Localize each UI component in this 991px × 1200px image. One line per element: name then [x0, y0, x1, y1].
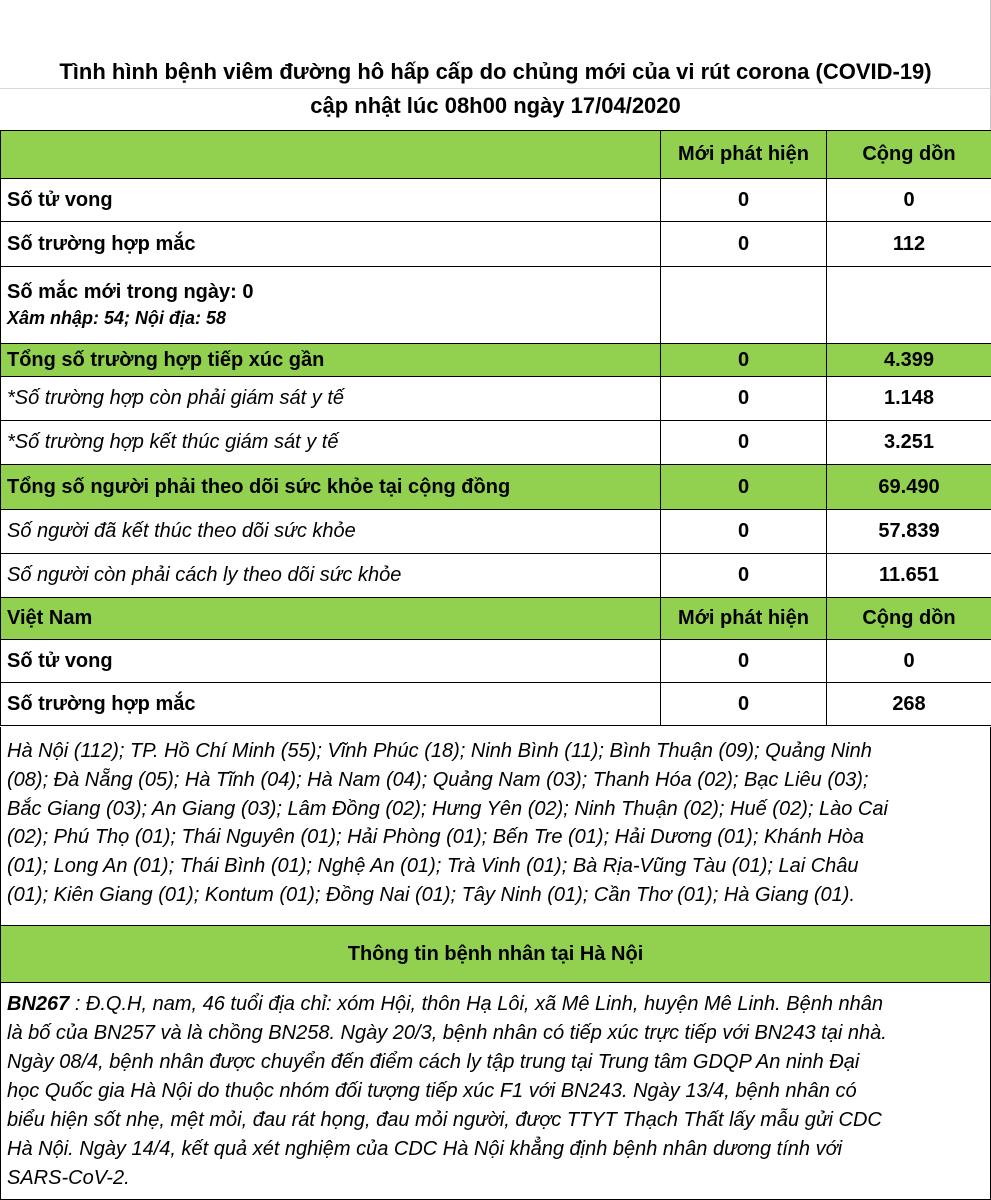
table-row [1, 640, 991, 683]
table-row [1, 344, 991, 377]
report-title: Tình hình bệnh viêm đường hô hấp cấp do chủng mới của vi rút corona (COVID-19) [59, 59, 932, 84]
province-line: (08); Đà Nẵng (05); Hà Tĩnh (04); Hà Nam (04); Quảng Nam (03); Thanh Hóa (02); Bạc Liêu (03); [7, 768, 869, 791]
vn-row-total-deaths: 0 [827, 640, 991, 683]
patient-line [7, 990, 984, 1019]
row-new-community-finished: 0 [661, 510, 827, 554]
patient-line: Hà Nội. Ngày 14/4, kết quả xét nghiệm của CDC Hà Nội khẳng định bệnh nhân dương tính với [7, 1138, 843, 1160]
province-line: Hà Nội (112); TP. Hồ Chí Minh (55); Vĩnh Phúc (18); Ninh Bình (11); Bình Thuận (09); Quảng Ninh [7, 740, 872, 762]
province-line: Bắc Giang (03); An Giang (03); Lâm Đồng (02); Hưng Yên (02); Ninh Thuận (02); Huế (02); Lào Cai [7, 797, 888, 820]
row-new-today-empty-1 [661, 267, 827, 344]
row-new-close-contacts: 0 [661, 344, 827, 377]
row-total-cases: 112 [827, 222, 991, 267]
row-total-community-monitoring: 69.490 [827, 465, 991, 510]
vn-row-total-cases: 268 [827, 683, 991, 726]
row-label-community-finished: Số người đã kết thúc theo dõi sức khỏe [1, 510, 661, 554]
table-header-row [1, 131, 991, 179]
hanoi-patient-header: Thông tin bệnh nhân tại Hà Nội [0, 925, 991, 983]
row-total-close-contacts: 4.399 [827, 344, 991, 377]
row-new-community-monitoring: 0 [661, 465, 827, 510]
table-row [1, 510, 991, 554]
row-total-still-monitored: 1.148 [827, 377, 991, 421]
header-total: Cộng dồn [827, 131, 991, 179]
row-label-community-isolating: Số người còn phải cách ly theo dõi sức khỏe [1, 554, 661, 598]
row-total-community-finished: 57.839 [827, 510, 991, 554]
patient-line: học Quốc gia Hà Nội do thuộc nhóm đối tượng tiếp xúc F1 với BN243. Ngày 13/4, bệnh nhân có [7, 1080, 857, 1102]
row-label-new-today: Số mắc mới trong ngày: 0 [7, 281, 254, 303]
table-row [1, 465, 991, 510]
row-new-finished-monitoring: 0 [661, 421, 827, 465]
header-empty-cell [1, 131, 661, 179]
table-row [1, 179, 991, 222]
row-label-finished-monitoring: *Số trường hợp kết thúc giám sát y tế [1, 421, 661, 465]
province-case-list [0, 727, 991, 925]
province-line: (01); Kiên Giang (01); Kontum (01); Đồng Nai (01); Tây Ninh (01); Cần Thơ (01); Hà Giang (01). [7, 883, 855, 906]
patient-line: là bố của BN257 và là chồng BN258. Ngày 20/3, bệnh nhân có tiếp xúc trực tiếp với BN243 tại nhà. [7, 1022, 887, 1044]
patient-line: biểu hiện sốt nhẹ, mệt mỏi, đau rát họng, đau mỏi người, được TTYT Thạch Thất lấy mẫu gửi CDC [7, 1109, 882, 1131]
row-new-today-empty-2 [827, 267, 991, 344]
row-new-deaths: 0 [661, 179, 827, 222]
vietnam-label: Việt Nam [1, 598, 661, 640]
title-divider [0, 88, 991, 89]
province-line: (01); Long An (01); Thái Bình (01); Nghệ An (01); Trà Vinh (01); Bà Rịa-Vũng Tàu (01); Lai Châu [7, 855, 859, 878]
row-new-cases: 0 [661, 222, 827, 267]
row-new-today-cell [1, 267, 661, 344]
patient-text: : Đ.Q.H, nam, 46 tuổi địa chỉ: xóm Hội, thôn Hạ Lôi, xã Mê Linh, huyện Mê Linh. Bệnh nhân [69, 993, 884, 1015]
table-row [1, 377, 991, 421]
stats-table [0, 130, 991, 726]
header-new: Mới phát hiện [661, 131, 827, 179]
row-label-close-contacts: Tổng số trường hợp tiếp xúc gần [1, 344, 661, 377]
row-total-community-isolating: 11.651 [827, 554, 991, 598]
table-row [1, 222, 991, 267]
row-label-cases: Số trường hợp mắc [1, 222, 661, 267]
vn-row-label-deaths: Số tử vong [1, 640, 661, 683]
vietnam-header-new: Mới phát hiện [661, 598, 827, 640]
table-row [1, 421, 991, 465]
province-line: (02); Phú Thọ (01); Thái Nguyên (01); Hải Phòng (01); Bến Tre (01); Hải Dương (01); Khánh Hòa [7, 826, 865, 849]
row-label-community-monitoring: Tổng số người phải theo dõi sức khỏe tại cộng đồng [1, 465, 661, 510]
vn-row-new-cases: 0 [661, 683, 827, 726]
vn-row-new-deaths: 0 [661, 640, 827, 683]
row-detail-imported-domestic: Xâm nhập: 54; Nội địa: 58 [7, 308, 227, 328]
vietnam-header-total: Cộng dồn [827, 598, 991, 640]
row-total-deaths: 0 [827, 179, 991, 222]
row-new-still-monitored: 0 [661, 377, 827, 421]
patient-id: BN267 [7, 993, 70, 1015]
report-update-time: cập nhật lúc 08h00 ngày 17/04/2020 [310, 93, 681, 118]
table-row [1, 683, 991, 726]
hanoi-patient-info [0, 983, 991, 1200]
vietnam-header-row [1, 598, 991, 640]
row-new-community-isolating: 0 [661, 554, 827, 598]
patient-line: Ngày 08/4, bệnh nhân được chuyển đến điểm cách ly tập trung tại Trung tâm GDQP An ninh Đại [7, 1051, 860, 1073]
row-total-finished-monitoring: 3.251 [827, 421, 991, 465]
report-title-block [0, 0, 991, 130]
table-row [1, 267, 991, 344]
table-row [1, 554, 991, 598]
row-label-deaths: Số tử vong [1, 179, 661, 222]
row-label-still-monitored: *Số trường hợp còn phải giám sát y tế [1, 377, 661, 421]
vn-row-label-cases: Số trường hợp mắc [1, 683, 661, 726]
patient-line: SARS-CoV-2. [7, 1167, 130, 1189]
